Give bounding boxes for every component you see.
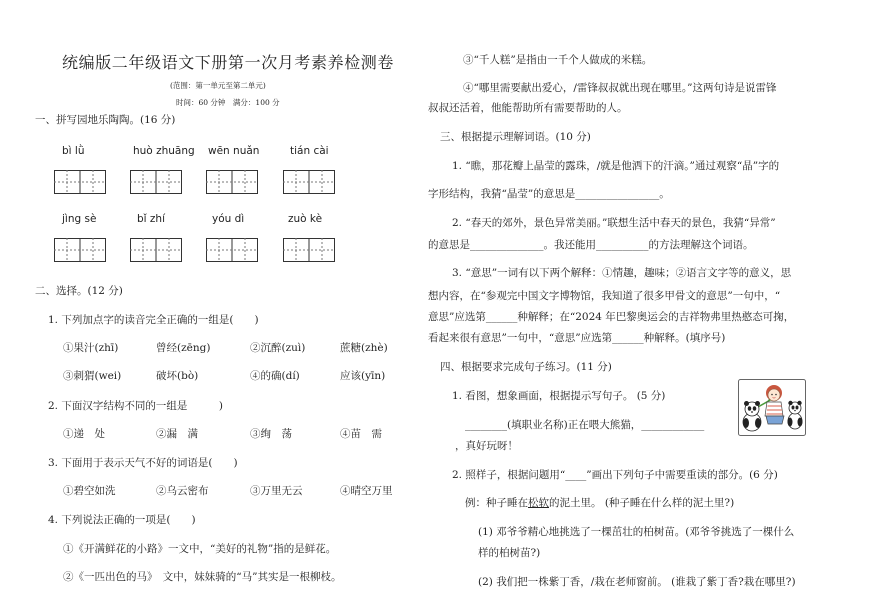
option-text: ②乌云密布 bbox=[156, 485, 209, 497]
option-text: ②沉醉(zuì) bbox=[250, 342, 306, 354]
question-stem: 2. 照样子，根据问题用“____”画出下列句子中需要重读的部分。(6 分) bbox=[452, 469, 778, 481]
pinyin-label: jìng sè bbox=[62, 213, 97, 225]
question-line: 看起来很有意思”一句中，“意思”应选第______种解释。(填序号) bbox=[428, 332, 726, 344]
option-text: ①《开满鲜花的小路》一文中，“美好的礼物”指的是鲜花。 bbox=[63, 543, 337, 555]
question-line: 字形结构，我猜“晶莹”的意思是________________。 bbox=[428, 188, 670, 200]
pinyin-label: bì lǜ bbox=[62, 145, 85, 157]
pinyin-label: wēn nuǎn bbox=[208, 145, 260, 157]
question-stem: 2. 下面汉字结构不同的一组是 ) bbox=[48, 400, 223, 412]
exercise-item: (2) 我们把一株紫丁香，/栽在老师窗前。 (谁栽了紫丁香?栽在哪里?) bbox=[478, 576, 796, 588]
exercise-item: (1) 邓爷爷精心地挑选了一棵茁壮的柏树苗。(邓爷爷挑选了一棵什么 bbox=[478, 526, 795, 538]
option-text: ④“哪里需要献出爱心，/雷锋叔叔就出现在哪里。”这两句诗是说雷锋 bbox=[463, 82, 777, 94]
writing-grid-box bbox=[54, 170, 106, 194]
girl-feeding-pandas-illustration bbox=[738, 379, 806, 436]
question-stem: 4. 下列说法正确的一项是( ) bbox=[48, 514, 196, 526]
option-text: ③“千人糕”是指由一千个人做成的米糕。 bbox=[463, 54, 653, 66]
question-stem: 1. 下列加点字的读音完全正确的一组是( ) bbox=[48, 314, 259, 326]
pinyin-label: huò zhuāng bbox=[133, 145, 195, 157]
example-sentence bbox=[465, 496, 734, 510]
option-text: 曾经(zēng) bbox=[156, 342, 211, 354]
pinyin-label: zuò kè bbox=[288, 213, 323, 225]
example-underlined-word: 松软 bbox=[528, 497, 549, 509]
writing-grid-box bbox=[283, 238, 335, 262]
option-text: ②《一匹出色的马》 文中，妹妹骑的“马”其实是一根柳枝。 bbox=[63, 571, 342, 583]
option-text: ①果汁(zhī) bbox=[63, 342, 119, 354]
option-text-continued: 叔叔还活着，他能帮助所有需要帮助的人。 bbox=[428, 102, 628, 114]
part1-heading: 一、拼写园地乐陶陶。(16 分) bbox=[35, 114, 176, 126]
exam-title: 统编版二年级语文下册第一次月考素养检测卷 bbox=[62, 53, 395, 72]
exam-time-score: 时间：60 分钟 满分：100 分 bbox=[176, 98, 280, 107]
writing-grid-box bbox=[130, 238, 182, 262]
option-text: ①递 处 bbox=[63, 428, 105, 440]
option-text: ④的确(dí) bbox=[250, 370, 300, 382]
question-line: 1. “瞧，那花瓣上晶莹的露珠，/就是他洒下的汗滴。”通过观察“晶”字的 bbox=[452, 160, 780, 172]
part4-heading: 四、根据要求完成句子练习。(11 分) bbox=[440, 361, 612, 373]
option-text: 应该(yīn) bbox=[340, 370, 386, 382]
writing-grid-box bbox=[54, 238, 106, 262]
option-text: ③万里无云 bbox=[250, 485, 303, 497]
example-text: 的泥土里。 (种子睡在什么样的泥土里?) bbox=[549, 497, 735, 509]
example-text: 例：种子睡在 bbox=[465, 497, 528, 509]
question-line: 意思”应选第______种解释；在“2024 年巴黎奥运会的吉祥物弗里热憨态可掬， bbox=[428, 311, 795, 323]
writing-grid-box bbox=[206, 170, 258, 194]
exercise-item-continued: 样的柏树苗?) bbox=[478, 547, 541, 559]
option-text: ④苗 需 bbox=[340, 428, 382, 440]
question-line: 2. “春天的郊外，景色异常美丽。”联想生活中春天的景色，我猜“异常” bbox=[452, 217, 776, 229]
option-text: ③绚 荡 bbox=[250, 428, 292, 440]
writing-grid-box bbox=[206, 238, 258, 262]
option-text: ①碧空如洗 bbox=[63, 485, 116, 497]
part2-heading: 二、选择。(12 分) bbox=[35, 285, 123, 297]
option-text: ④晴空万里 bbox=[340, 485, 393, 497]
question-stem: 1. 看图，想象画面，根据提示写句子。 (5 分) bbox=[452, 390, 666, 402]
option-text: 破坏(bò) bbox=[156, 370, 199, 382]
question-stem: 3. 下面用于表示天气不好的词语是( ) bbox=[48, 457, 238, 469]
option-text: ③刺猬(wei) bbox=[63, 370, 122, 382]
exam-scope: (范围：第一单元至第二单元) bbox=[170, 81, 266, 90]
pinyin-label: yóu dì bbox=[212, 213, 245, 225]
option-text: ②漏 满 bbox=[156, 428, 198, 440]
writing-grid-box bbox=[130, 170, 182, 194]
writing-grid-box bbox=[283, 170, 335, 194]
answer-line: ，真好玩呀！ bbox=[455, 440, 518, 452]
option-text: 蔗糖(zhè) bbox=[340, 342, 388, 354]
question-line: 3. “意思”一词有以下两个解释：①情趣，趣味；②语言文字等的意义，思 bbox=[452, 267, 792, 279]
question-line: 想内容，在“参观完中国文字博物馆，我知道了很多甲骨文的意思”一句中，“ bbox=[428, 290, 781, 302]
pinyin-label: bǐ zhí bbox=[137, 213, 166, 225]
question-line: 的意思是______________。我还能用__________的方法理解这个词语。 bbox=[428, 239, 754, 251]
part3-heading: 三、根据提示理解词语。(10 分) bbox=[440, 131, 591, 143]
pinyin-label: tián cài bbox=[290, 145, 329, 157]
answer-line: ________(填职业名称)正在喂大熊猫，____________ bbox=[465, 419, 705, 431]
